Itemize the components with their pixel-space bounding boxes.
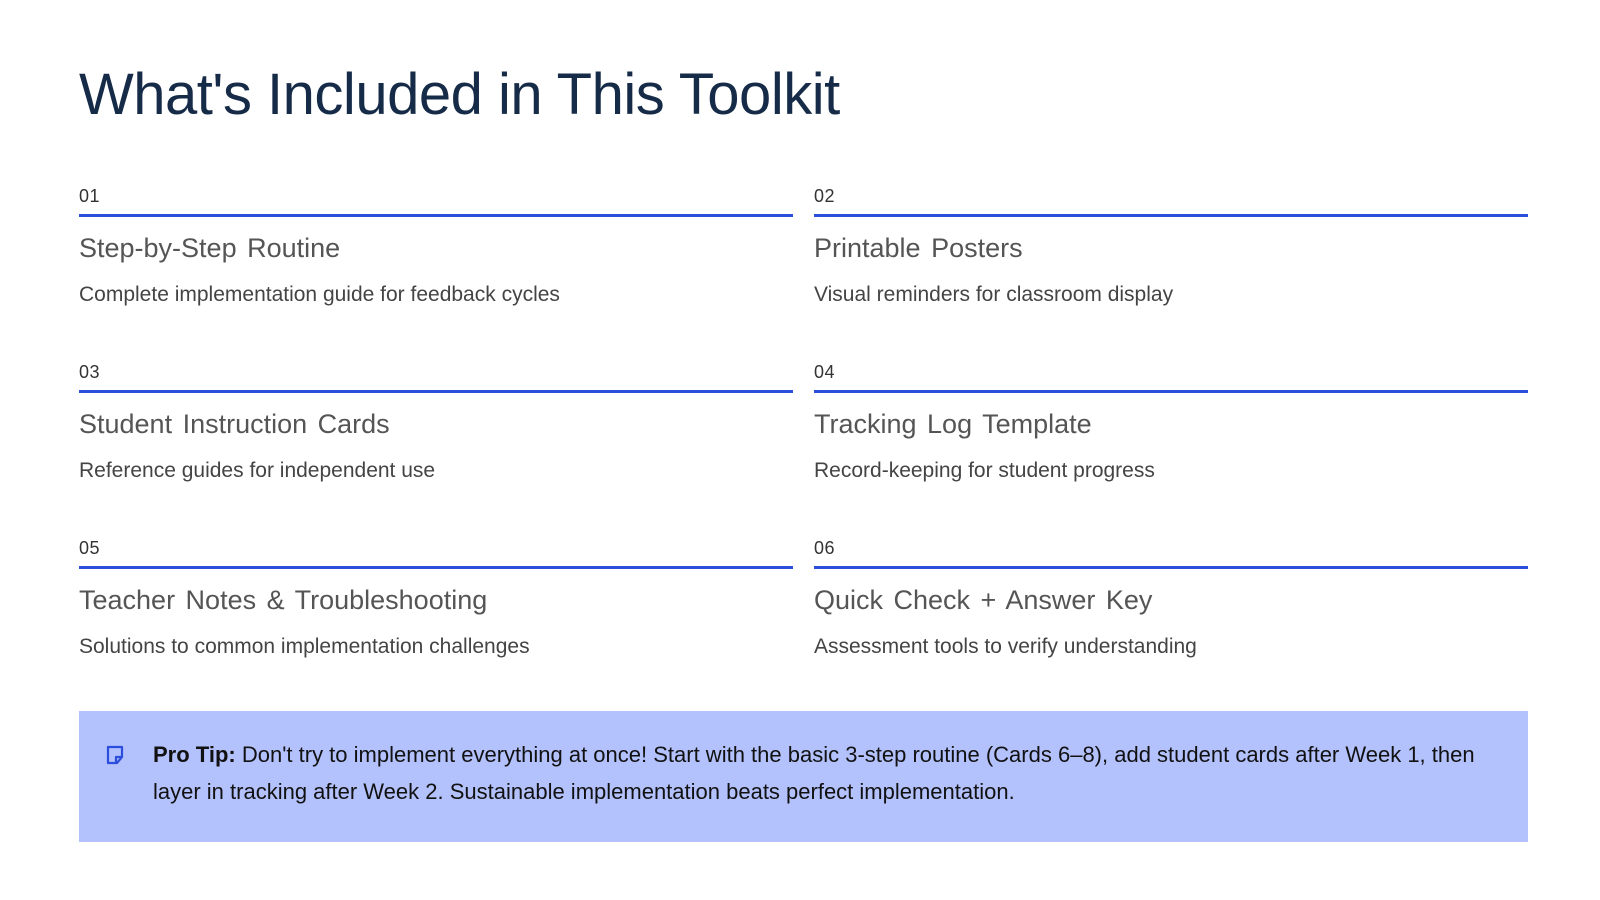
- item-title: Printable Posters: [814, 233, 1023, 263]
- item-title: Quick Check + Answer Key: [814, 585, 1153, 615]
- item-description: Assessment tools to verify understanding: [814, 635, 1197, 658]
- item-number: 01: [79, 186, 101, 206]
- item-number: 05: [79, 538, 101, 558]
- item-title: Student Instruction Cards: [79, 409, 390, 439]
- item-divider: [814, 390, 1528, 393]
- item-divider: [79, 566, 793, 569]
- item-number: 04: [814, 362, 836, 382]
- pro-tip-callout: [79, 711, 1528, 842]
- item-description: Visual reminders for classroom display: [814, 283, 1174, 306]
- item-divider: [814, 214, 1528, 217]
- item-divider: [79, 390, 793, 393]
- item-description: Complete implementation guide for feedback cycles: [79, 283, 560, 306]
- page-title: What's Included in This Toolkit: [79, 62, 840, 127]
- sticky-note-icon: [105, 745, 125, 765]
- pro-tip-text: [153, 736, 1503, 810]
- pro-tip-label: Pro Tip:: [153, 742, 236, 767]
- item-number: 02: [814, 186, 836, 206]
- toolkit-item: [79, 183, 793, 359]
- item-title: Step-by-Step Routine: [79, 233, 341, 263]
- item-divider: [814, 566, 1528, 569]
- toolkit-item: [814, 535, 1528, 711]
- toolkit-item: [814, 183, 1528, 359]
- item-description: Reference guides for independent use: [79, 459, 436, 482]
- item-divider: [79, 214, 793, 217]
- item-number: 06: [814, 538, 836, 558]
- item-title: Tracking Log Template: [814, 409, 1092, 439]
- item-description: Record-keeping for student progress: [814, 459, 1155, 482]
- toolkit-item: [814, 359, 1528, 535]
- toolkit-items-grid: [79, 183, 1528, 711]
- toolkit-item: [79, 359, 793, 535]
- item-number: 03: [79, 362, 101, 382]
- item-title: Teacher Notes & Troubleshooting: [79, 585, 488, 615]
- pro-tip-body: Don't try to implement everything at once! Start with the basic 3-step routine (Cards 6–8), add student cards after Week 1, then layer in tracking after Week 2. Sustainable implementation beats perfect implementation.: [153, 742, 1475, 804]
- item-description: Solutions to common implementation challenges: [79, 635, 530, 658]
- toolkit-item: [79, 535, 793, 711]
